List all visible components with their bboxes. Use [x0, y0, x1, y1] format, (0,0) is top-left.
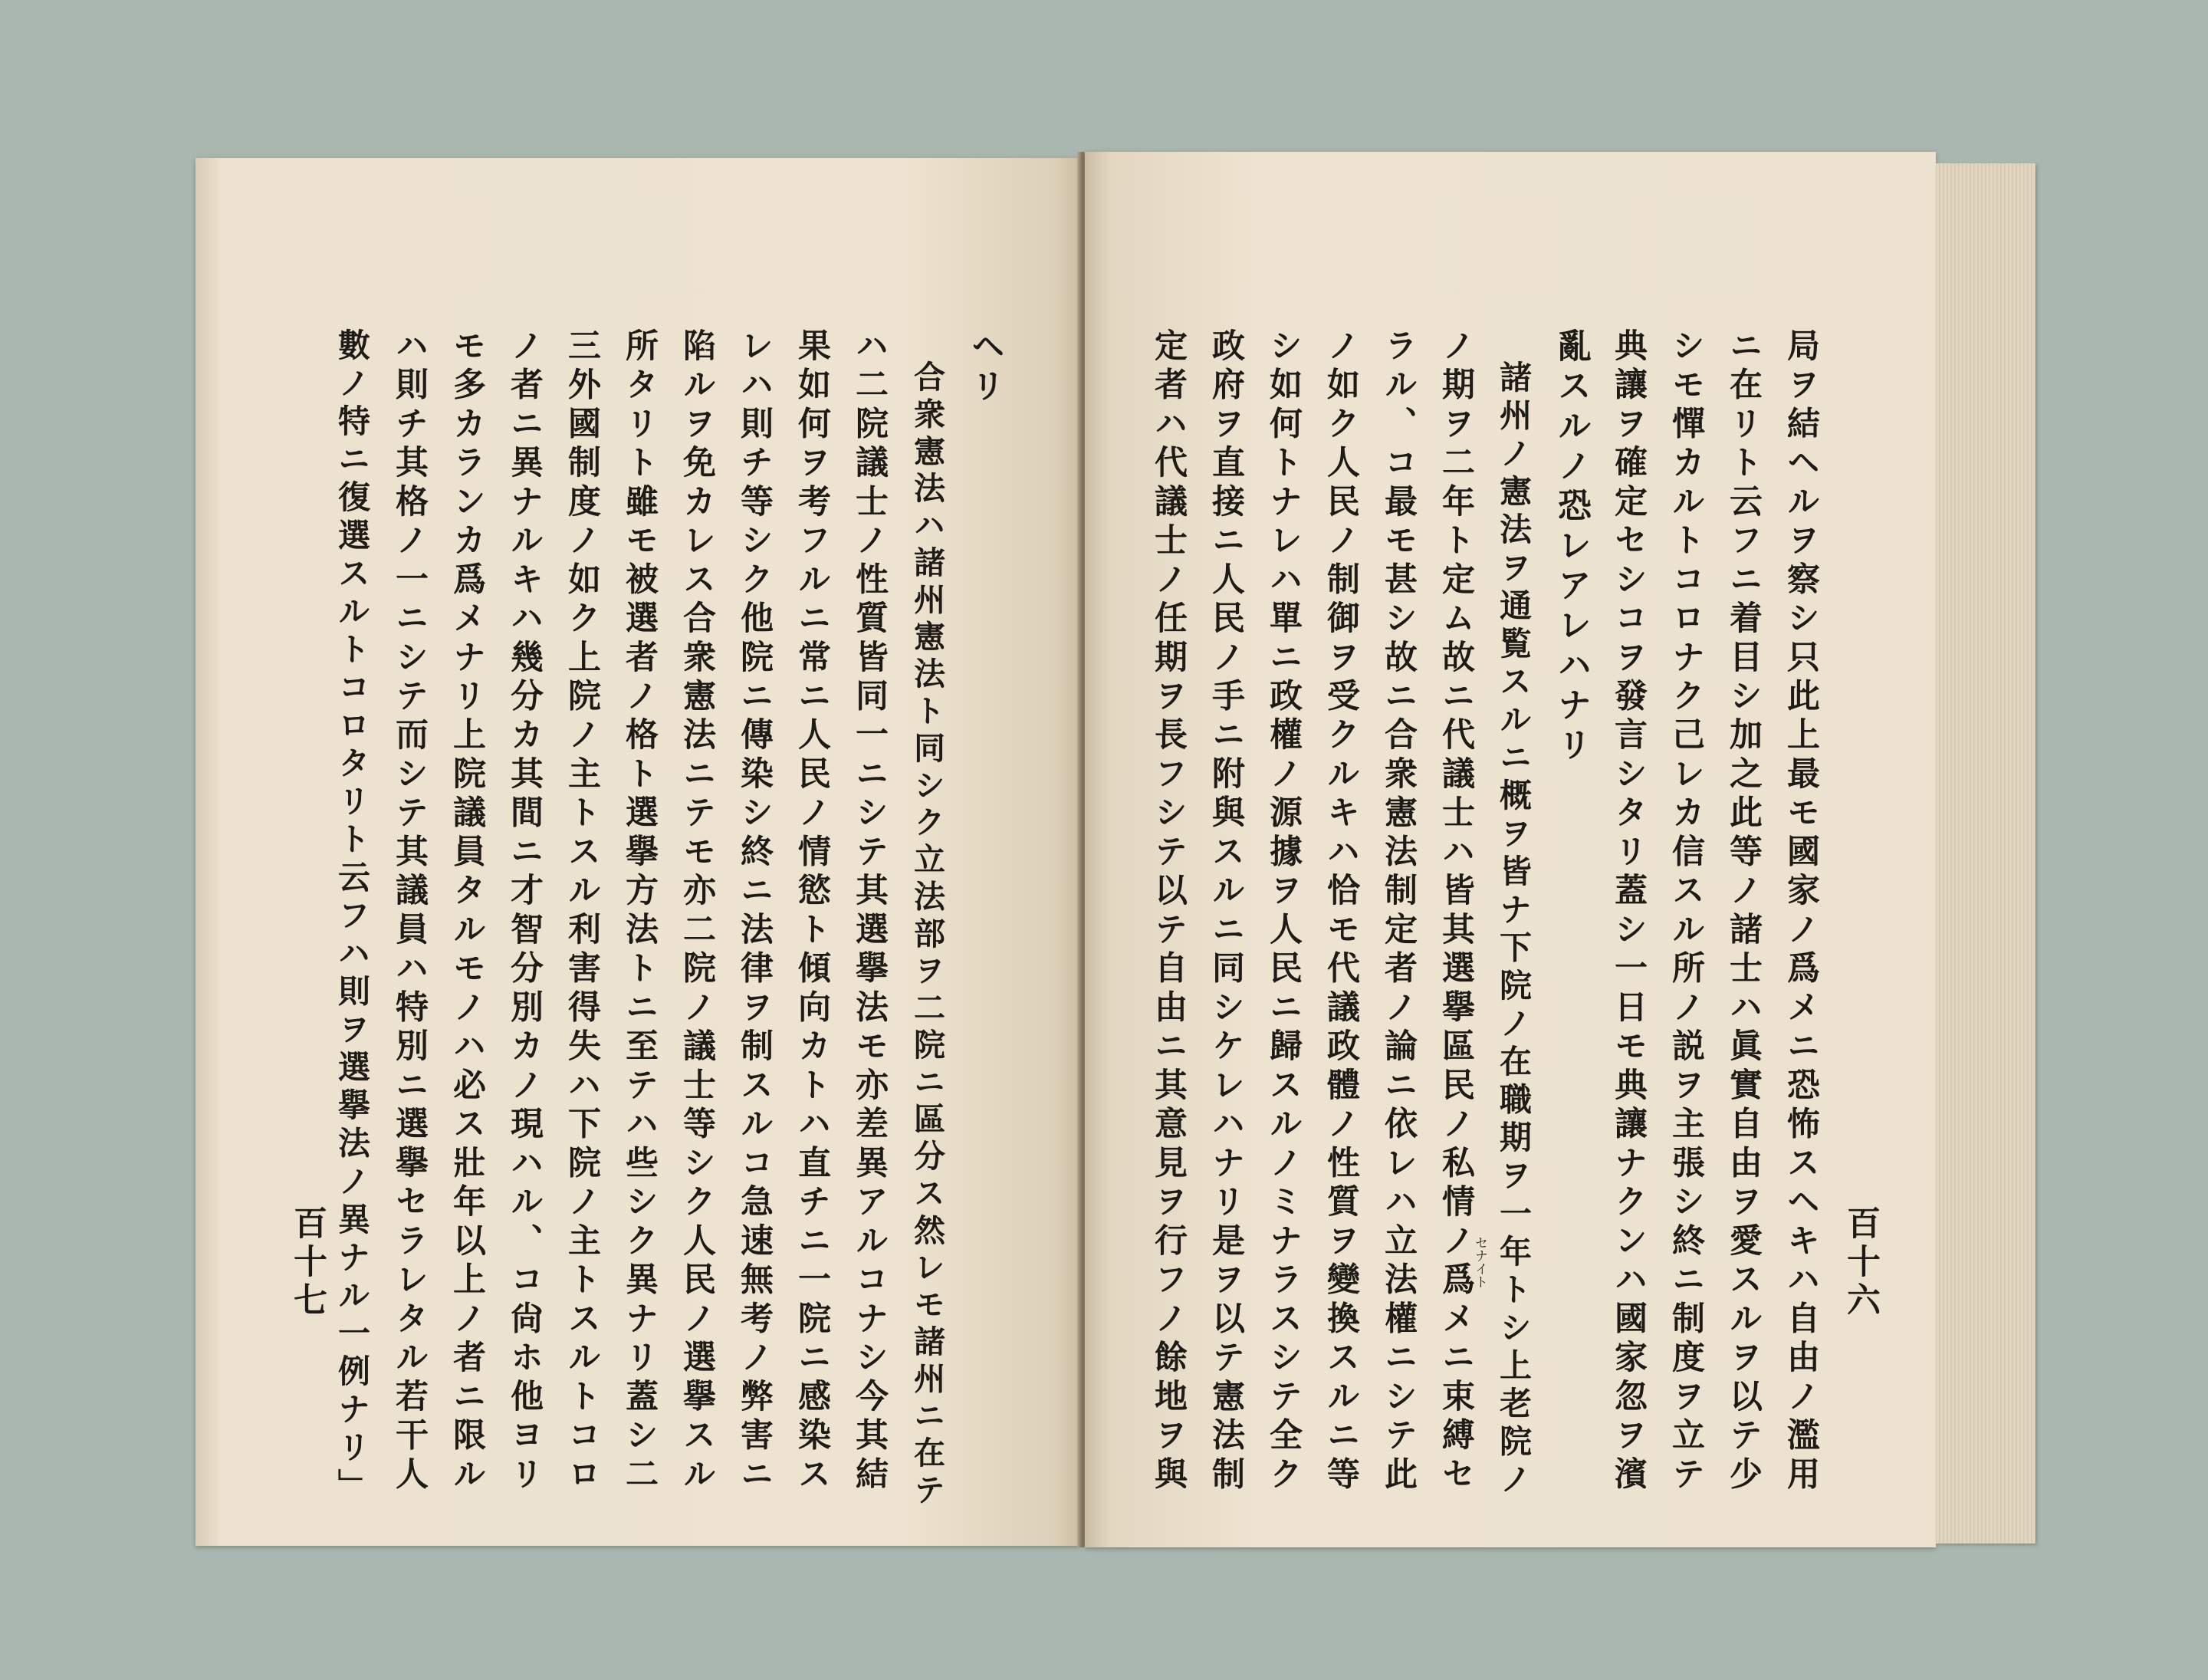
- left-page-number: 百十七: [288, 1205, 327, 1320]
- left-page-column-8: 三外國制度ノ如ク上院ノ主トスル利害得失ハ下院ノ主トスルトコロ: [563, 328, 601, 1496]
- left-page-column-5: レハ則チ等シク他院ニ傳染シ終ニ法律ヲ制スルコ急速無考ノ弊害ニ: [735, 328, 774, 1496]
- left-page-column-4: 果如何ヲ考フルニ常ニ人民ノ情慾ト傾向カトハ直チニ一院ニ感染ス: [793, 328, 831, 1496]
- right-page-column-11: 政府ヲ直接ニ人民ノ手ニ附與スルニ同シケレハナリ是ヲ以テ憲法制: [1207, 328, 1245, 1496]
- left-page-column-6: 陷ルヲ免カレス合衆憲法ニテモ亦二院ノ議士等シク人民ノ選擧スル: [678, 328, 716, 1496]
- left-page-column-7: 所タリト雖モ被選者ノ格ト選擧方法トニ至テハ些シク異ナリ蓋シ二: [620, 328, 659, 1496]
- left-page-column-10: モ多カランカ爲メナリ上院議員タルモノハ必ス壯年以上ノ者ニ限ル: [448, 328, 486, 1496]
- right-page-column-2: ニ在リト云フニ着目シ加之此等ノ諸士ハ眞實自由ヲ愛スルヲ以テ少: [1724, 328, 1763, 1496]
- ruby-annotation: セナイト: [1472, 1236, 1487, 1288]
- right-page-column-8: ラル、コ最モ甚シ故ニ合衆憲法制定者ノ論ニ依レハ立法權ニシテ此: [1379, 328, 1418, 1496]
- right-page-column-10: シ如何トナレハ單ニ政權ノ源據ヲ人民ニ歸スルノミナラスシテ全ク: [1264, 328, 1303, 1496]
- right-page-column-6: 諸州ノ憲法ヲ通覧スルニ概ヲ皆ナ下院ノ在職期ヲ一年トシ上老院ノ: [1495, 360, 1533, 1501]
- left-page-column-11: ハ則チ其格ノ一ニシテ而シテ其議員ハ特別ニ選擧セラレタル若干人: [390, 328, 429, 1496]
- right-page-column-1: 局ヲ結ヘルヲ察シ只此上最モ國家ノ爲メニ恐怖スヘキハ自由ノ濫用: [1782, 328, 1820, 1496]
- right-page-column-3: シモ憚カルトコロナク己レカ信スル所ノ説ヲ主張シ終ニ制度ヲ立テ: [1667, 328, 1705, 1496]
- left-page-column-12: 數ノ特ニ復選スルトコロタリト云フハ則ヲ選擧法ノ異ナル一例ナリ」: [334, 328, 371, 1507]
- right-page-number: 百十六: [1841, 1205, 1880, 1320]
- left-page-column-9: ノ者ニ異ナルキハ幾分カ其間ニ才智分別カノ現ハル、コ尙ホ他ヨリ: [505, 328, 544, 1496]
- right-page-column-12: 定者ハ代議士ノ任期ヲ長フシテ以テ自由ニ其意見ヲ行フノ餘地ヲ與: [1149, 328, 1188, 1496]
- right-page-column-9: ノ如ク人民ノ制御ヲ受クルキハ恰モ代議政體ノ性質ヲ變換スルニ等: [1322, 328, 1360, 1496]
- right-page-column-7: ノ期ヲ二年ト定ム故ニ代議士ハ皆其選擧區民ノ私情ノ爲メニ束縛セ: [1437, 328, 1475, 1496]
- left-page-column-3: ハ二院議士ノ性質皆同一ニシテ其選擧法モ亦差異アルコナシ今其結: [850, 328, 889, 1496]
- right-page-column-4: 典讓ヲ確定セシコヲ發言シタリ蓋シ一日モ典讓ナクンハ國家忽ヲ濱: [1609, 328, 1648, 1496]
- page-edges: [1936, 163, 2036, 1544]
- right-page-column-5: 亂スルノ恐レアレハナリ: [1552, 328, 1591, 767]
- left-page-column-1: ヘリ: [965, 328, 1004, 408]
- left-page-column-2: 合衆憲法ハ諸州憲法ト同シク立法部ヲ二院ニ區分ス然レモ諸州ニ在テ: [909, 360, 945, 1511]
